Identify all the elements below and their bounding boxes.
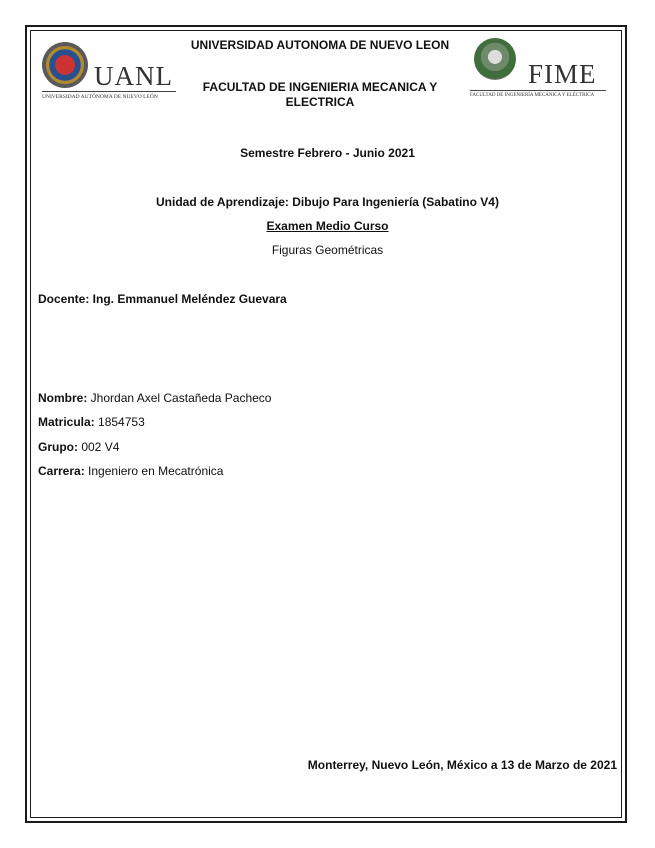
uanl-wordmark: UANL [94,61,173,91]
student-name-value: Jhordan Axel Castañeda Pacheco [87,391,272,405]
student-career-value: Ingeniero en Mecatrónica [84,464,224,478]
uanl-seal-icon [42,42,88,88]
fime-caption: FACULTAD DE INGENIERÍA MECÁNICA Y ELÉCTRICA [470,93,595,98]
fime-wordmark: FIME [528,59,597,89]
student-career-label: Carrera: [38,464,85,478]
student-id-label: Matricula: [38,415,95,429]
student-name-label: Nombre: [38,391,88,405]
place-date-line: Monterrey, Nuevo León, México a 13 de Marzo de 2021 [307,758,617,772]
faculty-name: FACULTAD DE INGENIERIA MECANICA Y ELECTRICA [202,80,438,109]
university-name: UNIVERSIDAD AUTONOMA DE NUEVO LEON [190,38,450,52]
teacher-line: Docente: Ing. Emmanuel Meléndez Guevara [38,292,287,306]
uanl-caption: UNIVERSIDAD AUTÓNOMA DE NUEVO LEÓN [42,94,158,100]
fime-seal-icon [474,38,516,80]
student-career-row [38,464,223,479]
exam-title: Examen Medio Curso [266,219,389,233]
fime-divider [470,90,606,91]
student-id-row [38,415,145,430]
exam-topic: Figuras Geométricas [271,243,384,257]
uanl-logo [38,40,178,108]
student-group-value: 002 V4 [78,440,120,454]
student-name-row [38,391,271,406]
fime-logo [468,38,608,108]
student-group-label: Grupo: [38,440,78,454]
semester-line: Semestre Febrero - Junio 2021 [240,146,415,160]
student-group-row [38,440,119,455]
course-line: Unidad de Aprendizaje: Dibujo Para Ingeniería (Sabatino V4) [156,195,499,209]
student-id-value: 1854753 [94,415,145,429]
uanl-divider [42,91,176,92]
